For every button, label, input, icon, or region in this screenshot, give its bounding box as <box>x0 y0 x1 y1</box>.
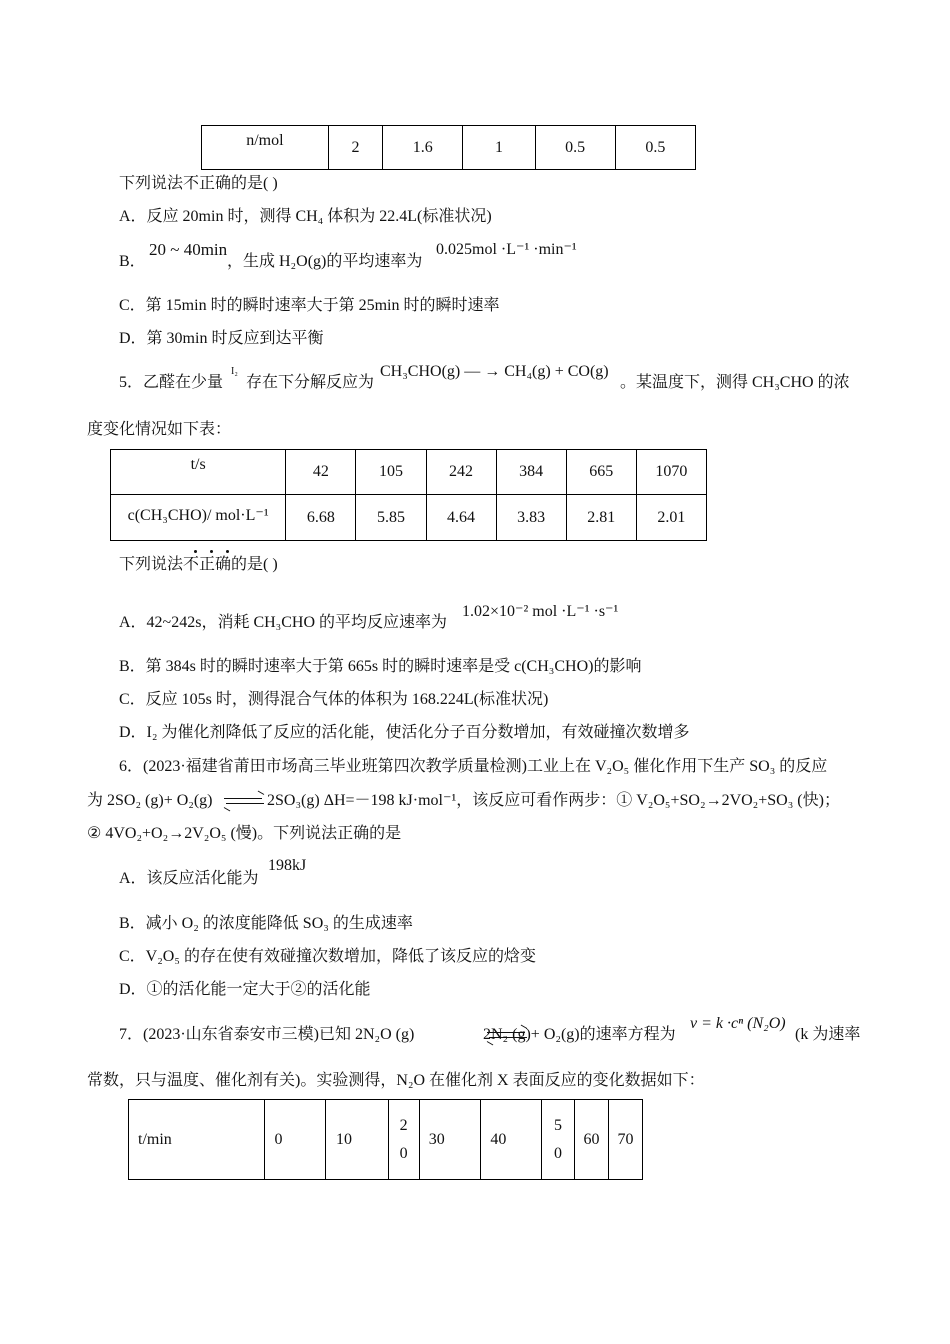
q4-option-b-rate: 0.025mol ·L⁻¹ ·min⁻¹ <box>436 241 577 258</box>
q5-option-d: D．I₂ 为催化剂降低了反应的活化能，使活化分子百分数增加，有效碰撞次数增多 <box>119 724 690 741</box>
q4-option-d: D．第 30min 时反应到达平衡 <box>119 330 324 347</box>
q7-table-cell: 30 <box>419 1100 481 1180</box>
q7-line-1c: (k 为速率 <box>795 1026 861 1043</box>
q5-table-cell: 105 <box>356 450 426 495</box>
q5-option-a-rate: 1.02×10⁻² mol ·L⁻¹ ·s⁻¹ <box>462 603 619 620</box>
q5-catalyst: I₂ <box>231 366 238 377</box>
q5-option-b: B．第 384s 时的瞬时速率大于第 665s 时的瞬时速率是受 c(CH₃CHO)的影响 <box>119 658 642 675</box>
q5-table-cell: 1070 <box>636 450 706 495</box>
q6-option-a: A．该反应活化能为 <box>119 870 259 887</box>
table1-cell: 2 <box>328 126 382 170</box>
q5-intro-a: 5．乙醛在少量 <box>119 374 224 391</box>
q4-option-b <box>119 252 146 272</box>
q4-option-b-text: ，生成 H₂O(g)的平均速率为 <box>227 253 423 270</box>
table-concentration <box>110 449 707 541</box>
q7-table-cell-value: 50 <box>554 1116 563 1162</box>
emphasis-dot <box>194 550 197 553</box>
q4-option-b-range: 20 ~ 40min <box>149 240 228 259</box>
q7-line-2: 常数，只与温度、催化剂有关)。实验测得，N₂O 在催化剂 X 表面反应的变化数据如下： <box>87 1072 705 1089</box>
equilibrium-arrow-icon <box>224 795 264 807</box>
q5-table-cell: 242 <box>426 450 496 495</box>
emphasis-dot <box>210 550 213 553</box>
table1-cell: 0.5 <box>535 126 615 170</box>
q7-table-cell-narrow <box>388 1100 419 1180</box>
table1-cell: 1 <box>463 126 535 170</box>
q5-table-cell: 6.68 <box>286 495 356 541</box>
q5-intro-b: 存在下分解反应为 <box>246 374 375 391</box>
q5-intro-d: 度变化情况如下表： <box>87 421 232 438</box>
q6-line-2a: 为 2SO₂ (g)+ O₂(g) <box>87 792 213 809</box>
q6-line-2b: 2SO₃(g) ΔH=－198 kJ·mol⁻¹，该反应可看作两步：① V₂O₅+SO₂→2VO₂+SO₃ (快)； <box>267 792 840 809</box>
table1-header: n/mol <box>202 126 329 170</box>
q4-option-a: A．反应 20min 时，测得 CH₄ 体积为 22.4L(标准状况) <box>119 208 492 225</box>
q5-table-cell: 384 <box>496 450 566 495</box>
q7-table-cell: 70 <box>608 1100 642 1180</box>
q7-line-1b: 2N₂ (g)+ O₂(g)的速率方程为 <box>483 1026 676 1043</box>
q5-table-header-c: c(CH₃CHO)/ mol·L⁻¹ <box>111 495 286 541</box>
emphasis-dot <box>226 550 229 553</box>
q5-stem: 下列说法不正确的是( ) <box>119 556 278 573</box>
q6-line-1: 6．(2023·福建省莆田市场高三毕业班第四次教学质量检测)工业上在 V₂O₅ 催化作用下生产 SO₃ 的反应 <box>119 758 828 775</box>
q6-option-d: D．①的活化能一定大于②的活化能 <box>119 981 371 998</box>
table-n-mol <box>201 125 696 170</box>
q5-table-cell: 2.81 <box>566 495 636 541</box>
table1-cell: 0.5 <box>615 126 695 170</box>
q6-option-b: B．减小 O₂ 的浓度能降低 SO₃ 的生成速率 <box>119 915 413 932</box>
q5-table-header-t: t/s <box>111 450 286 495</box>
q5-intro-c: 。某温度下，测得 CH₃CHO 的浓 <box>620 374 850 391</box>
q4-stem: 下列说法不正确的是( ) <box>119 175 278 192</box>
q5-option-c: C．反应 105s 时，测得混合气体的体积为 168.224L(标准状况) <box>119 691 549 708</box>
q7-line-1a: 7．(2023·山东省泰安市三模)已知 2N₂O (g) <box>119 1026 415 1043</box>
q6-line-3: ② 4VO₂+O₂→2V₂O₅ (慢)。下列说法正确的是 <box>87 825 402 842</box>
q4-option-b-prefix: B． <box>119 253 146 270</box>
q7-table-cell: 10 <box>325 1100 388 1180</box>
q6-option-a-value: 198kJ <box>268 857 307 874</box>
q5-table-cell: 665 <box>566 450 636 495</box>
q5-equation: CH₃CHO(g) — → CH₄(g) + CO(g) <box>380 363 609 380</box>
q5-option-a: A．42~242s，消耗 CH₃CHO 的平均反应速率为 <box>119 614 448 631</box>
q7-table-cell: 40 <box>481 1100 542 1180</box>
q5-table-cell: 42 <box>286 450 356 495</box>
q7-table-cell: 60 <box>575 1100 609 1180</box>
q5-table-cell: 2.01 <box>636 495 706 541</box>
q7-table-cell: 0 <box>264 1100 325 1180</box>
q7-table-cell-value: 20 <box>399 1116 408 1162</box>
q5-table-cell: 4.64 <box>426 495 496 541</box>
q5-table-cell: 5.85 <box>356 495 426 541</box>
q7-table-header: t/min <box>129 1100 265 1180</box>
q5-table-cell: 3.83 <box>496 495 566 541</box>
q6-option-c: C．V₂O₅ 的存在使有效碰撞次数增加，降低了该反应的焓变 <box>119 948 536 965</box>
q7-table-cell-narrow <box>542 1100 575 1180</box>
q4-option-c: C．第 15min 时的瞬时速率大于第 25min 时的瞬时速率 <box>119 297 500 314</box>
table-time <box>128 1099 643 1180</box>
q7-rate-equation: v = k ·cⁿ (N₂O) <box>690 1015 786 1032</box>
table1-cell: 1.6 <box>383 126 463 170</box>
